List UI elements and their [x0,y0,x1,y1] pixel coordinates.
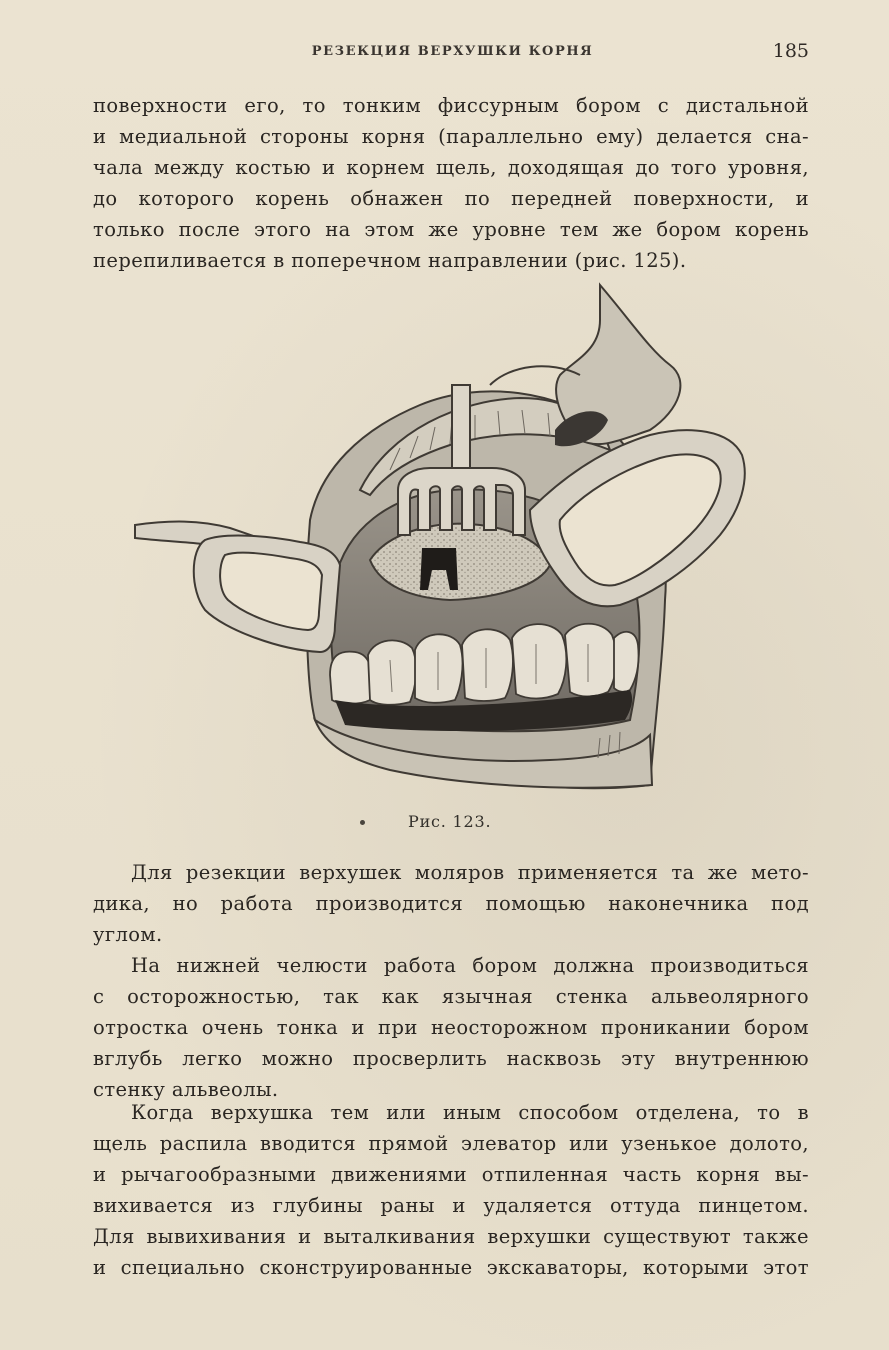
text-line: вглубь легко можно просверлить насквозь эту внутреннюю [93,1047,809,1070]
paragraph-1 [93,857,809,950]
text-line: углом. [93,923,163,946]
paragraph-2 [93,950,809,1105]
text-line: и медиальной стороны корня (параллельно ему) делается сна- [93,125,809,148]
bullet-dot [360,820,365,825]
text-line: Для резекции верхушек моляров применяется та же мето- [131,861,809,884]
text-line: и специально сконструированные экскаваторы, которыми этот [93,1256,809,1279]
running-title: РЕЗЕКЦИЯ ВЕРХУШКИ КОРНЯ [311,44,594,59]
mouth-illustration [130,280,770,810]
text-line: поверхности его, то тонким фиссурным бором с дистальной [93,94,809,117]
text-line: отростка очень тонка и при неосторожном проникании бором [93,1016,809,1039]
text-line: дика, но работа производится помощью наконечника под [93,892,809,915]
text-line: На нижней челюсти работа бором должна производиться [131,954,809,977]
caption-text: Рис. 123. [408,812,492,831]
running-head [96,40,809,68]
text-line: щель распила вводится прямой элеватор или узенькое долото, [93,1132,809,1155]
text-line: вихивается из глубины раны и удаляется оттуда пинцетом. [93,1194,809,1217]
page-number: 185 [772,40,809,62]
text-line: до которого корень обнажен по передней поверхности, и [93,187,809,210]
text-line: Когда верхушка тем или иным способом отделена, то в [131,1101,809,1124]
paragraph-top [93,90,809,276]
text-line: и рычагообразными движениями отпиленная часть корня вы- [93,1163,809,1186]
paragraph-3 [93,1097,809,1283]
text-line: перепиливается в поперечном направлении (рис. 125). [93,249,687,272]
text-line: с осторожностью, так как язычная стенка альвеолярного [93,985,809,1008]
text-line: только после этого на этом же уровне тем же бором корень [93,218,809,241]
text-line: Для вывихивания и выталкивания верхушки существуют также [93,1225,809,1248]
text-line: стенку альвеолы. [93,1078,279,1101]
text-line: чала между костью и корнем щель, доходящая до того уровня, [93,156,809,179]
